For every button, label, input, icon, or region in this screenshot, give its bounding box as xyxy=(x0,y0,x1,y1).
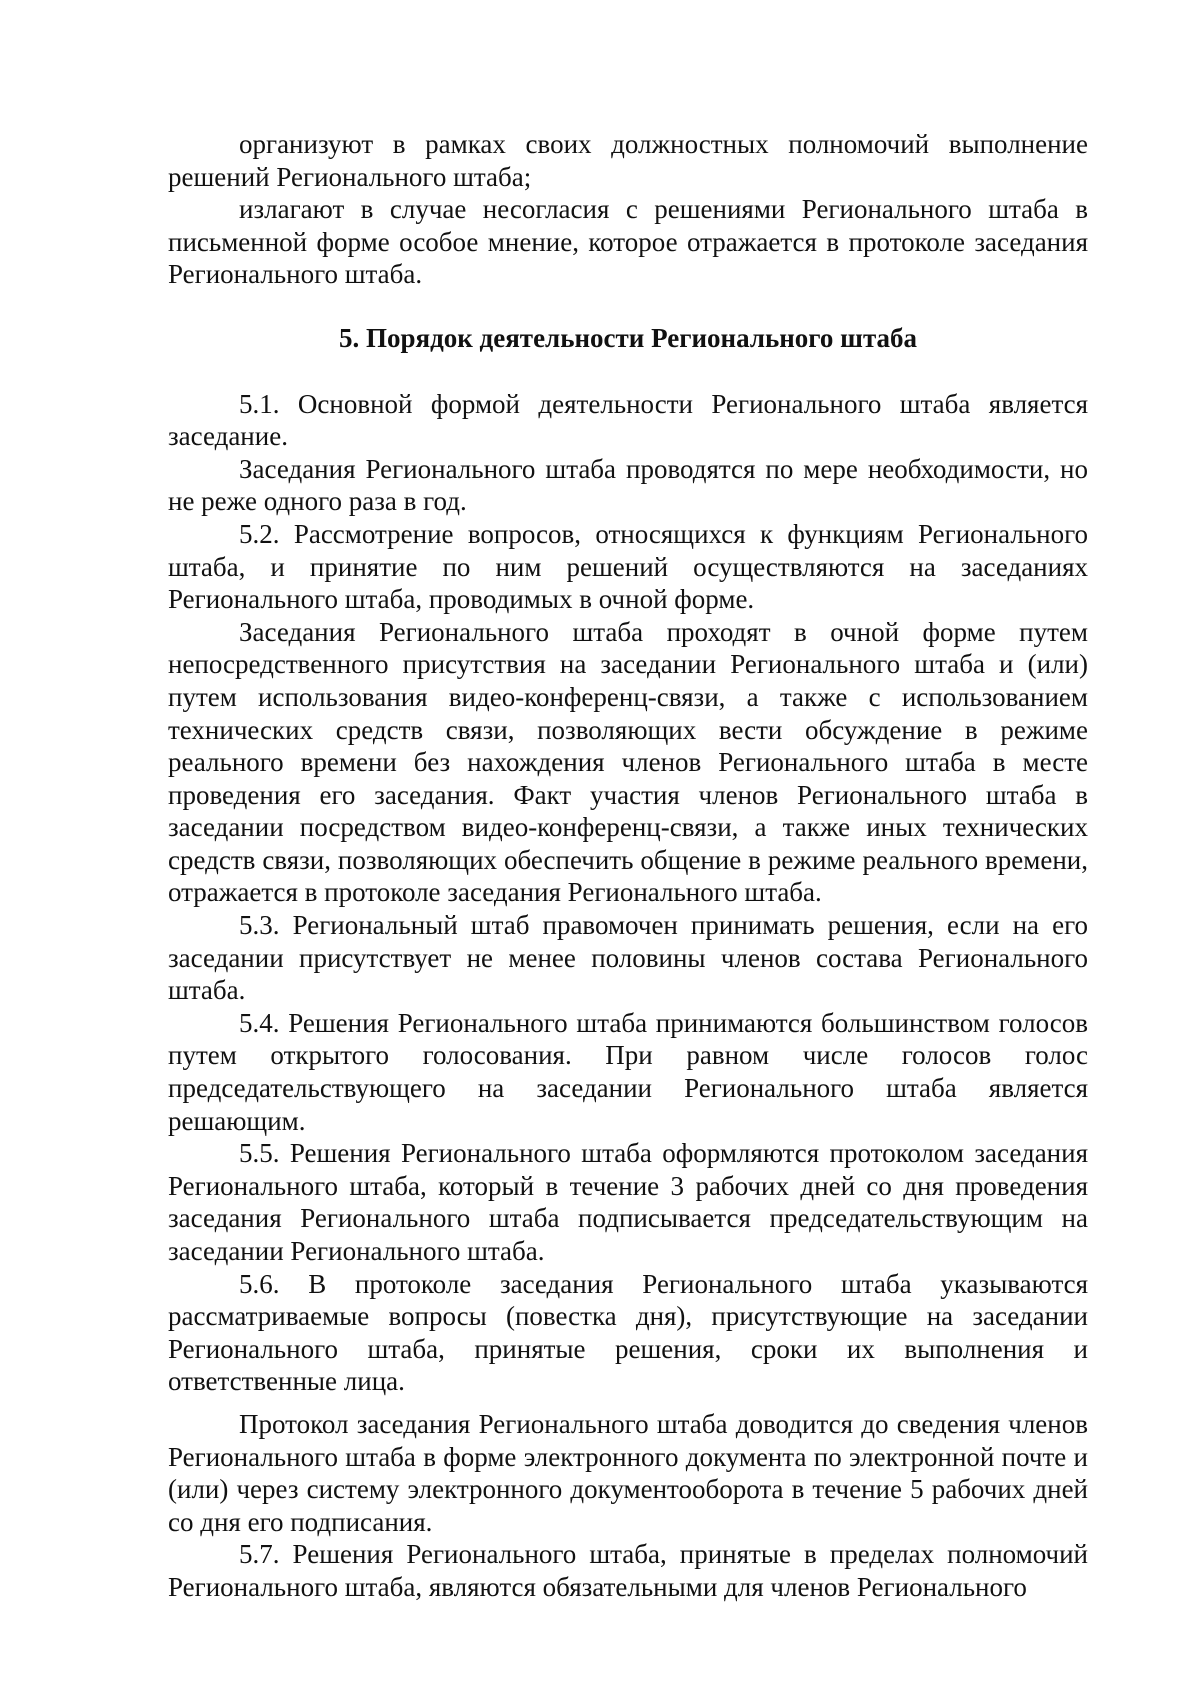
paragraph-duty-dissent: излагают в случае несогласия с решениями Регионального штаба в письменной форме особое мнение, которое отражается в протоколе заседания Регионального штаба. xyxy=(168,194,1088,290)
paragraph-5-4: 5.4. Решения Регионального штаба принимаются большинством голосов путем открытого голосования. При равном числе голосов голос председательствующего на заседании Регионального штаба является решающим. xyxy=(168,1007,1088,1136)
section-heading: 5. Порядок деятельности Регионального штаба xyxy=(338,322,918,353)
paragraph-5-2: 5.2. Рассмотрение вопросов, относящихся к функциям Регионального штаба, и принятие по ним решений осуществляются на заседаниях Регионального штаба, проводимых в очной форме. xyxy=(168,518,1088,615)
paragraph-duty-execute: организуют в рамках своих должностных полномочий выполнение решений Регионального штаба; xyxy=(168,129,1088,192)
paragraph-5-2-format: Заседания Регионального штаба проходят в очной форме путем непосредственного присутствия на заседании Регионального штаба и (или) путем использования видео-конференц-связи, а также с использованием технических средств связи, позволяющих вести обсуждение в режиме реального времени без нахождения членов Регионального штаба в месте проведения его заседания. Факт участия членов Регионального штаба в заседании посредством видео-конференц-связи, а также иных технических средств связи, позволяющих обеспечить общение в режиме реального времени, отражается в протоколе заседания Регионального штаба. xyxy=(168,616,1088,908)
paragraph-5-7: 5.7. Решения Регионального штаба, принятые в пределах полномочий Регионального штаба, являются обязательными для членов Регионального xyxy=(168,1539,1088,1602)
paragraph-5-3: 5.3. Региональный штаб правомочен принимать решения, если на его заседании присутствует не менее половины членов состава Регионального штаба. xyxy=(168,910,1088,1006)
paragraph-5-1: 5.1. Основной формой деятельности Регионального штаба является заседание. xyxy=(168,388,1088,452)
document-body xyxy=(168,128,1088,1604)
paragraph-5-5: 5.5. Решения Регионального штаба оформляются протоколом заседания Регионального штаба, который в течение 3 рабочих дней со дня проведения заседания Регионального штаба подписывается председательствующим на заседании Регионального штаба. xyxy=(168,1138,1088,1266)
paragraph-5-6: 5.6. В протоколе заседания Регионального штаба указываются рассматриваемые вопросы (повестка дня), присутствующие на заседании Регионального штаба, принятые решения, сроки их выполнения и ответственные лица. xyxy=(168,1268,1088,1397)
paragraph-5-1-frequency: Заседания Регионального штаба проводятся по мере необходимости, но не реже одного раза в год. xyxy=(168,453,1088,517)
paragraph-5-6-protocol: Протокол заседания Регионального штаба доводится до сведения членов Регионального штаба в форме электронного документа по электронной почте и (или) через систему электронного документооборота в течение 5 рабочих дней со дня его подписания. xyxy=(168,1408,1088,1537)
